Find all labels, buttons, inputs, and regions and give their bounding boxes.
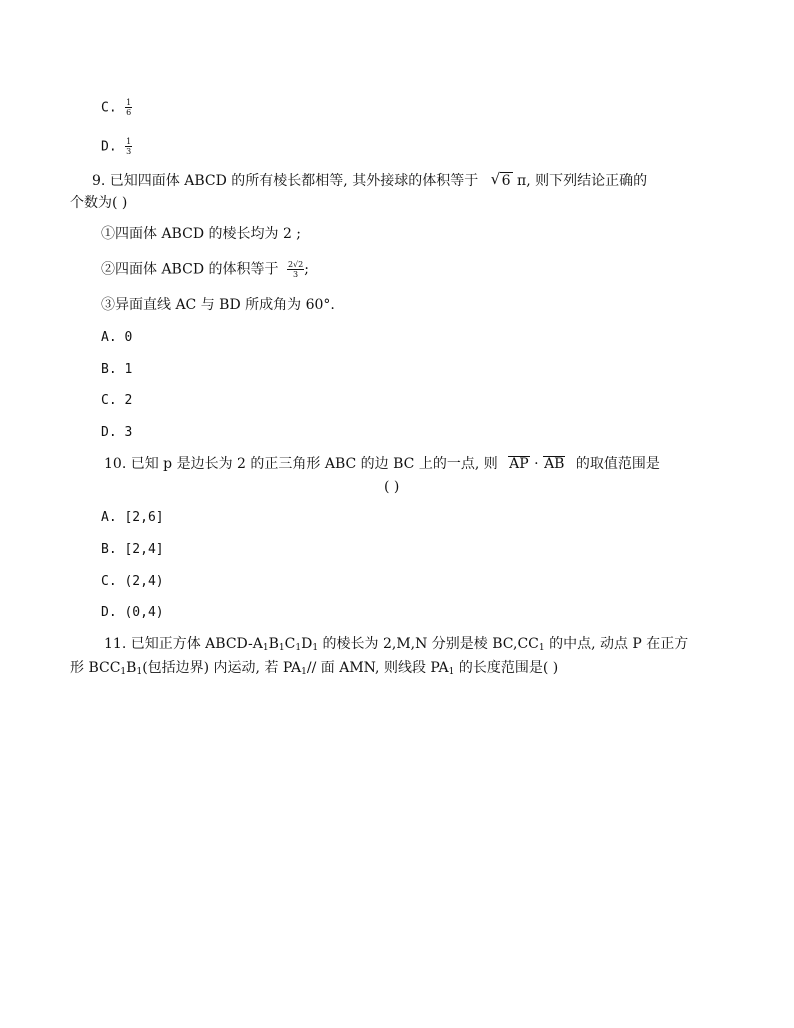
q8-option-c-denominator: 6 — [126, 108, 132, 117]
q8-option-c — [101, 98, 132, 118]
q11-text-g: 形 BCC — [70, 660, 121, 676]
q11-sub: 1 — [538, 643, 545, 653]
q10-option-d: D. (0,4) — [101, 605, 164, 620]
q11-sub: 1 — [278, 643, 285, 653]
q9-volume-coef: 2 — [287, 260, 294, 269]
q8-option-d-fraction — [125, 137, 132, 156]
q10-stem-text-b: 的取值范围是 — [575, 456, 660, 472]
q9-volume-denominator: 3 — [293, 270, 299, 279]
q9-stem-text-b: π, 则下列结论正确的 — [517, 173, 648, 189]
q9-radicand: 6 — [501, 173, 511, 189]
q11-stem-line1 — [104, 635, 688, 657]
q9-stem-text-a: 9. 已知四面体 ABCD 的所有棱长都相等, 其外接球的体积等于 — [92, 173, 479, 189]
q11-text-f: 的中点, 动点 P 在正方 — [544, 636, 689, 652]
q9-sqrt — [491, 172, 513, 190]
q9-option-c: C. 2 — [101, 393, 133, 408]
q10-option-c: C. (2,4) — [101, 574, 164, 589]
q9-statement-2-tail: ; — [304, 261, 309, 278]
sqrt-symbol-icon: √ — [490, 170, 501, 188]
q11-text-i: (包括边界) 内运动, 若 PA — [142, 660, 302, 676]
q10-stem-text-a: 10. 已知 p 是边长为 2 的正三角形 ABC 的边 BC 上的一点, 则 — [104, 456, 498, 472]
q11-sub: 1 — [120, 667, 127, 677]
q11-text-b: B — [268, 636, 279, 652]
q11-sub: 1 — [295, 643, 302, 653]
q8-option-d-numerator: 1 — [126, 137, 132, 146]
q10-paren: ( ) — [384, 479, 400, 495]
q8-option-c-numerator: 1 — [126, 98, 132, 107]
q11-sub: 1 — [301, 667, 307, 677]
q8-option-d — [101, 137, 132, 157]
q10-vector-ap: AP — [509, 456, 529, 472]
q8-option-d-label: D. — [101, 139, 117, 155]
q11-sub: 1 — [448, 667, 455, 677]
q9-option-d: D. 3 — [101, 425, 133, 440]
q8-option-d-denominator: 3 — [126, 147, 132, 156]
q11-sub: 1 — [136, 667, 143, 677]
q10-vector-ab: AB — [544, 456, 565, 472]
small-sqrt-icon: √ — [293, 260, 299, 269]
q9-statement-2 — [101, 260, 309, 279]
q8-option-c-fraction — [125, 98, 132, 117]
q8-option-c-label: C. — [101, 100, 117, 116]
q9-statement-3: ③异面直线 AC 与 BD 所成角为 60°. — [101, 297, 335, 313]
q9-option-a: A. 0 — [101, 330, 133, 345]
q9-option-b: B. 1 — [101, 362, 133, 377]
q11-text-d: D — [301, 636, 313, 652]
q11-text-k: 的长度范围是( ) — [454, 660, 559, 676]
q11-text-e: 的棱长为 2,M,N 分别是棱 BC,CC — [318, 636, 539, 652]
q11-sub: 1 — [312, 643, 319, 653]
q9-statement-1: ①四面体 ABCD 的棱长均为 2 ; — [101, 226, 302, 242]
q11-text-c: C — [284, 636, 296, 652]
q9-stem — [92, 172, 647, 190]
q11-text-a: 11. 已知正方体 ABCD-A — [104, 636, 263, 652]
q10-dot: · — [534, 456, 539, 472]
q9-stem-line2: 个数为( ) — [70, 195, 128, 211]
q11-sub: 1 — [262, 643, 269, 653]
q10-option-a: A. [2,6] — [101, 510, 164, 525]
q10-option-b: B. [2,4] — [101, 542, 164, 557]
q10-stem — [104, 455, 660, 473]
q11-text-h: B — [126, 660, 137, 676]
q9-volume-radicand: 2 — [298, 260, 304, 269]
q9-statement-2-text: ②四面体 ABCD 的体积等于 — [101, 261, 279, 278]
q11-stem-line2 — [70, 659, 558, 681]
q11-text-j: // 面 AMN, 则线段 PA — [306, 660, 449, 676]
q9-volume-fraction — [287, 260, 304, 279]
q9-volume-numerator — [287, 260, 304, 270]
